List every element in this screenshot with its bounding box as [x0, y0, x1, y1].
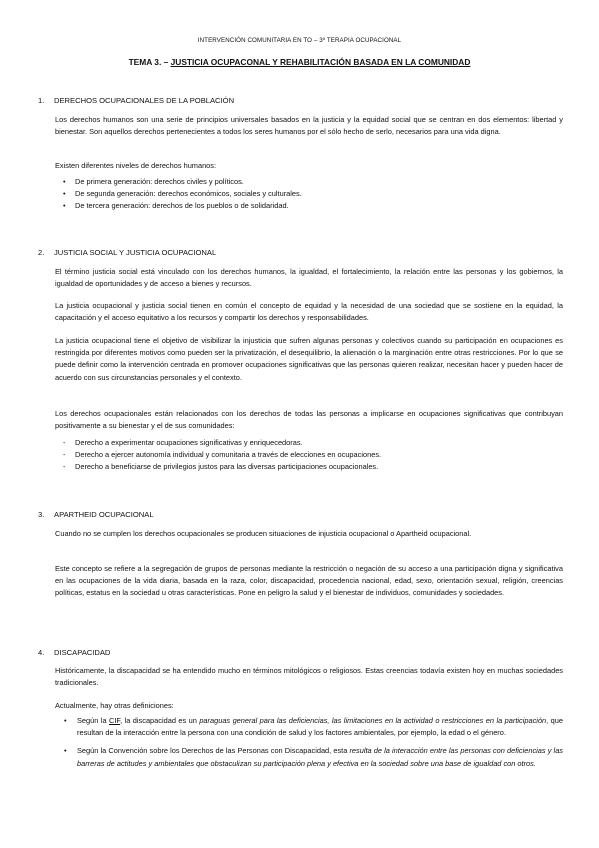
section-number: 1.	[38, 96, 45, 105]
list-item: • De tercera generación: derechos de los pueblos o de solidaridad.	[63, 201, 289, 210]
section-number: 3.	[38, 510, 45, 519]
title-prefix: TEMA 3. –	[128, 57, 171, 67]
title-underlined: JUSTICIA OCUPACONAL Y REHABILITACIÓN BASADA EN LA COMUNIDAD	[170, 57, 471, 67]
paragraph: Cuando no se cumplen los derechos ocupacionales se producen situaciones de injusticia ocupacional o Apartheid ocupacional.	[55, 529, 472, 538]
dash-marker: -	[63, 462, 66, 471]
paragraph: Existen diferentes niveles de derechos humanos:	[55, 161, 217, 170]
paragraph: Actualmente, hay otras definiciones:	[55, 701, 174, 710]
list-item: • De segunda generación: derechos económicos, sociales y culturales.	[63, 189, 302, 198]
document-title	[0, 57, 599, 67]
list-item: • Según la Convención sobre los Derechos de las Personas con Discapacidad, esta resulta de la interacción entre las personas con deficiencias y las barreras de actitudes y ambientales que obstaculizan su participación plena y efectiva en la sociedad sobre una base de igualdad con otros.	[64, 746, 563, 768]
dash-marker: -	[63, 450, 66, 459]
section-title: DERECHOS OCUPACIONALES DE LA POBLACIÓN	[54, 96, 235, 105]
dash-marker: -	[63, 438, 66, 447]
list-item: - Derecho a beneficiarse de privilegios justos para las diversas participaciones ocupacionales.	[63, 462, 379, 471]
section-title: APARTHEID OCUPACIONAL	[54, 510, 154, 519]
definitions-list	[55, 715, 563, 770]
rights-levels-list	[55, 176, 563, 212]
bullet-icon: •	[63, 201, 66, 210]
cif-link[interactable]: CIF	[109, 716, 121, 725]
paragraph: La justicia ocupacional tiene el objetivo de visibilizar la injusticia que sufren algunas personas y colectivos cuando su participación en ocupaciones es restringida por diferentes motivos como pueden ser la privatización, el desequilibrio, la alienación o la marginación entre otras restricciones. Por lo que se puede definir como la intervención centrada en promover ocupaciones significativas que las personas quieren realizar, necesitan hacer y pueden hacer de acuerdo con sus circunstancias personales y el contexto.	[55, 336, 563, 382]
bullet-icon: •	[64, 716, 67, 725]
list-item: - Derecho a experimentar ocupaciones significativas y enriquecedoras.	[63, 438, 303, 447]
bullet-icon: •	[64, 746, 67, 756]
section-title: JUSTICIA SOCIAL Y JUSTICIA OCUPACIONAL	[54, 248, 217, 257]
bullet-icon: •	[63, 177, 66, 186]
paragraph: La justicia ocupacional y justicia social tienen en común el concepto de equidad y la necesidad de una sociedad que se sostiene en la equidad, la capacitación y el acceso equitativo a los recursos y compartir los derechos y responsabilidades.	[55, 301, 563, 323]
list-item: • Según la CIF, la discapacidad es un paraguas general para las deficiencias, las limitaciones en la actividad o restricciones en la participación, que resultan de la interacción entre la persona con una condición de salud y los factores ambientales, por ejemplo, la edad o el género.	[64, 716, 563, 738]
occupational-rights-list	[55, 437, 563, 473]
section-3-heading	[38, 510, 154, 519]
paragraph: Históricamente, la discapacidad se ha entendido mucho en términos mitológicos o religiosos. Estas creencias todavía existen hoy en muchas sociedades tradicionales.	[55, 666, 563, 688]
paragraph: El término justicia social está vinculado con los derechos humanos, la igualdad, el fortalecimiento, la relación entre las personas y los gobiernos, la igualdad de oportunidades y de acceso a bienes y recursos.	[55, 267, 563, 289]
section-number: 4.	[38, 648, 45, 657]
section-4-heading	[38, 648, 110, 657]
paragraph: Los derechos ocupacionales están relacionados con los derechos de todas las personas a implicarse en ocupaciones significativas que contribuyan positivamente a su bienestar y el de sus comunidades:	[55, 409, 563, 431]
paragraph: Los derechos humanos son una serie de principios universales basados en la justicia y la equidad social que se centran en dos elementos: libertad y bienestar. Son aquellos derechos pertenecientes a todos los seres humanos por el sólo hecho de serlo, necesarios para una vida digna.	[55, 115, 563, 137]
section-title: DISCAPACIDAD	[54, 648, 111, 657]
paragraph: Este concepto se refiere a la segregación de grupos de personas mediante la restricción o negación de su acceso a una participación digna y significativa en las ocupaciones de la vida diaria, basada en la raza, color, discapacidad, procedencia nacional, edad, sexo, orientación sexual, religión, creencias políticas, estatus en la sociedad u otras características. Pone en peligro la salud y el bienestar de individuos, comunidades y sociedades.	[55, 564, 563, 598]
section-number: 2.	[38, 248, 45, 257]
list-item: • De primera generación: derechos civiles y políticos.	[63, 177, 244, 186]
running-header: INTERVENCIÓN COMUNITARIA EN TO – 3º TERAPIA OCUPACIONAL	[197, 37, 402, 44]
section-1-heading	[38, 96, 234, 105]
list-item: - Derecho a ejercer autonomía individual y comunitaria a través de elecciones en ocupaciones.	[63, 450, 382, 459]
section-2-heading	[38, 248, 216, 257]
bullet-icon: •	[63, 189, 66, 198]
